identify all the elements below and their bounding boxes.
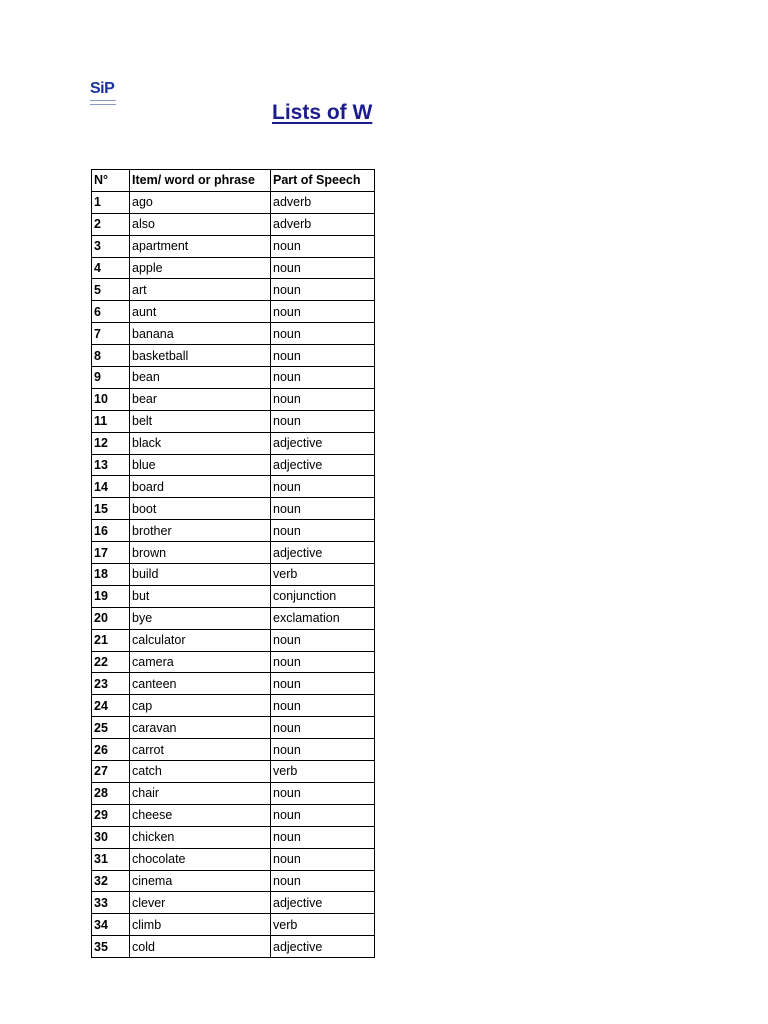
table-row bbox=[92, 695, 375, 717]
cell-item: aunt bbox=[130, 301, 271, 323]
table-row bbox=[92, 826, 375, 848]
page-title: Lists of W bbox=[272, 101, 373, 124]
cell-item: belt bbox=[130, 410, 271, 432]
table-row bbox=[92, 564, 375, 586]
cell-part-of-speech: noun bbox=[271, 476, 375, 498]
cell-item: climb bbox=[130, 914, 271, 936]
cell-item: apple bbox=[130, 257, 271, 279]
cell-part-of-speech: noun bbox=[271, 235, 375, 257]
cell-number: 22 bbox=[92, 651, 130, 673]
cell-item: canteen bbox=[130, 673, 271, 695]
cell-part-of-speech: noun bbox=[271, 804, 375, 826]
cell-part-of-speech: noun bbox=[271, 323, 375, 345]
cell-part-of-speech: noun bbox=[271, 279, 375, 301]
cell-item: cinema bbox=[130, 870, 271, 892]
table-row bbox=[92, 498, 375, 520]
cell-part-of-speech: noun bbox=[271, 520, 375, 542]
cell-number: 17 bbox=[92, 542, 130, 564]
table-row bbox=[92, 213, 375, 235]
table-row bbox=[92, 717, 375, 739]
cell-item: but bbox=[130, 585, 271, 607]
table-row bbox=[92, 870, 375, 892]
cell-item: chocolate bbox=[130, 848, 271, 870]
cell-part-of-speech: noun bbox=[271, 673, 375, 695]
cell-part-of-speech: noun bbox=[271, 388, 375, 410]
table-row bbox=[92, 607, 375, 629]
cell-number: 32 bbox=[92, 870, 130, 892]
cell-number: 1 bbox=[92, 191, 130, 213]
cell-number: 29 bbox=[92, 804, 130, 826]
table-row bbox=[92, 673, 375, 695]
table-row bbox=[92, 761, 375, 783]
table-header-row bbox=[92, 170, 375, 192]
cell-number: 10 bbox=[92, 388, 130, 410]
cell-part-of-speech: noun bbox=[271, 695, 375, 717]
cell-item: cheese bbox=[130, 804, 271, 826]
logo-text: SiP bbox=[90, 80, 115, 97]
cell-part-of-speech: noun bbox=[271, 782, 375, 804]
cell-number: 25 bbox=[92, 717, 130, 739]
cell-item: banana bbox=[130, 323, 271, 345]
cell-part-of-speech: noun bbox=[271, 345, 375, 367]
column-header-number: N° bbox=[92, 170, 130, 192]
cell-part-of-speech: noun bbox=[271, 257, 375, 279]
cell-number: 26 bbox=[92, 739, 130, 761]
table-row bbox=[92, 454, 375, 476]
cell-item: carrot bbox=[130, 739, 271, 761]
cell-part-of-speech: noun bbox=[271, 826, 375, 848]
cell-item: basketball bbox=[130, 345, 271, 367]
logo-underline bbox=[90, 100, 116, 105]
cell-part-of-speech: noun bbox=[271, 717, 375, 739]
cell-part-of-speech: verb bbox=[271, 564, 375, 586]
table-row bbox=[92, 936, 375, 958]
table-row bbox=[92, 410, 375, 432]
cell-item: brother bbox=[130, 520, 271, 542]
table-row bbox=[92, 388, 375, 410]
cell-item: art bbox=[130, 279, 271, 301]
table-row bbox=[92, 301, 375, 323]
cell-part-of-speech: verb bbox=[271, 914, 375, 936]
table-row bbox=[92, 629, 375, 651]
cell-item: catch bbox=[130, 761, 271, 783]
cell-number: 27 bbox=[92, 761, 130, 783]
table-row bbox=[92, 848, 375, 870]
cell-part-of-speech: adjective bbox=[271, 542, 375, 564]
cell-part-of-speech: adjective bbox=[271, 936, 375, 958]
cell-item: clever bbox=[130, 892, 271, 914]
sip-logo bbox=[90, 80, 120, 104]
cell-part-of-speech: noun bbox=[271, 848, 375, 870]
table-row bbox=[92, 235, 375, 257]
table-row bbox=[92, 892, 375, 914]
cell-part-of-speech: adjective bbox=[271, 432, 375, 454]
cell-number: 31 bbox=[92, 848, 130, 870]
column-header-item: Item/ word or phrase bbox=[130, 170, 271, 192]
cell-number: 11 bbox=[92, 410, 130, 432]
cell-item: bear bbox=[130, 388, 271, 410]
cell-part-of-speech: verb bbox=[271, 761, 375, 783]
cell-number: 14 bbox=[92, 476, 130, 498]
cell-item: blue bbox=[130, 454, 271, 476]
cell-part-of-speech: adjective bbox=[271, 892, 375, 914]
cell-part-of-speech: noun bbox=[271, 410, 375, 432]
cell-number: 20 bbox=[92, 607, 130, 629]
cell-number: 18 bbox=[92, 564, 130, 586]
cell-number: 4 bbox=[92, 257, 130, 279]
table-row bbox=[92, 345, 375, 367]
table-row bbox=[92, 191, 375, 213]
cell-item: caravan bbox=[130, 717, 271, 739]
cell-number: 23 bbox=[92, 673, 130, 695]
cell-part-of-speech: adverb bbox=[271, 191, 375, 213]
cell-part-of-speech: noun bbox=[271, 629, 375, 651]
cell-part-of-speech: noun bbox=[271, 301, 375, 323]
cell-item: calculator bbox=[130, 629, 271, 651]
cell-number: 35 bbox=[92, 936, 130, 958]
cell-item: board bbox=[130, 476, 271, 498]
table-row bbox=[92, 323, 375, 345]
table-row bbox=[92, 542, 375, 564]
table-row bbox=[92, 782, 375, 804]
cell-item: bye bbox=[130, 607, 271, 629]
cell-number: 13 bbox=[92, 454, 130, 476]
cell-part-of-speech: exclamation bbox=[271, 607, 375, 629]
cell-item: black bbox=[130, 432, 271, 454]
cell-number: 34 bbox=[92, 914, 130, 936]
cell-item: apartment bbox=[130, 235, 271, 257]
cell-part-of-speech: adverb bbox=[271, 213, 375, 235]
cell-item: boot bbox=[130, 498, 271, 520]
cell-item: cap bbox=[130, 695, 271, 717]
cell-number: 21 bbox=[92, 629, 130, 651]
table-row bbox=[92, 585, 375, 607]
word-list-table bbox=[91, 169, 375, 958]
cell-item: also bbox=[130, 213, 271, 235]
cell-item: cold bbox=[130, 936, 271, 958]
cell-number: 3 bbox=[92, 235, 130, 257]
cell-number: 15 bbox=[92, 498, 130, 520]
cell-number: 5 bbox=[92, 279, 130, 301]
cell-part-of-speech: noun bbox=[271, 367, 375, 389]
cell-item: chicken bbox=[130, 826, 271, 848]
table-body bbox=[92, 191, 375, 957]
table-row bbox=[92, 739, 375, 761]
table-row bbox=[92, 476, 375, 498]
cell-number: 28 bbox=[92, 782, 130, 804]
cell-number: 30 bbox=[92, 826, 130, 848]
cell-part-of-speech: adjective bbox=[271, 454, 375, 476]
cell-item: chair bbox=[130, 782, 271, 804]
cell-item: brown bbox=[130, 542, 271, 564]
cell-number: 12 bbox=[92, 432, 130, 454]
cell-number: 9 bbox=[92, 367, 130, 389]
table-row bbox=[92, 804, 375, 826]
table-row bbox=[92, 432, 375, 454]
cell-part-of-speech: conjunction bbox=[271, 585, 375, 607]
table-row bbox=[92, 279, 375, 301]
cell-number: 16 bbox=[92, 520, 130, 542]
cell-number: 6 bbox=[92, 301, 130, 323]
cell-item: ago bbox=[130, 191, 271, 213]
cell-part-of-speech: noun bbox=[271, 498, 375, 520]
cell-number: 8 bbox=[92, 345, 130, 367]
cell-item: camera bbox=[130, 651, 271, 673]
cell-number: 2 bbox=[92, 213, 130, 235]
table-row bbox=[92, 257, 375, 279]
cell-item: build bbox=[130, 564, 271, 586]
column-header-part-of-speech: Part of Speech bbox=[271, 170, 375, 192]
cell-number: 33 bbox=[92, 892, 130, 914]
cell-number: 19 bbox=[92, 585, 130, 607]
table-row bbox=[92, 520, 375, 542]
cell-part-of-speech: noun bbox=[271, 651, 375, 673]
cell-item: bean bbox=[130, 367, 271, 389]
table-row bbox=[92, 651, 375, 673]
table-row bbox=[92, 914, 375, 936]
table-row bbox=[92, 367, 375, 389]
cell-number: 7 bbox=[92, 323, 130, 345]
cell-part-of-speech: noun bbox=[271, 739, 375, 761]
cell-part-of-speech: noun bbox=[271, 870, 375, 892]
cell-number: 24 bbox=[92, 695, 130, 717]
